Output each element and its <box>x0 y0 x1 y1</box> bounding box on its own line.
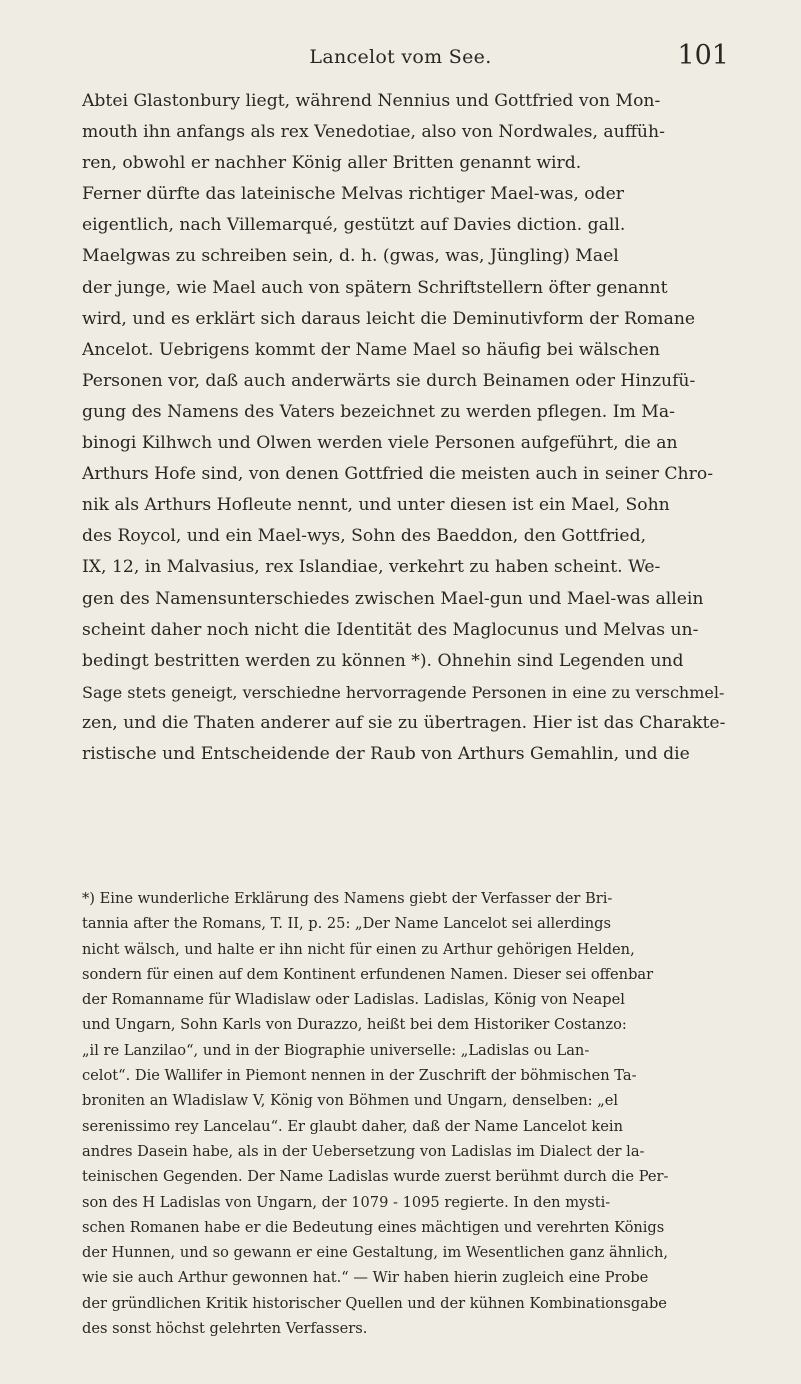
text-line: gung des Namens des Vaters bezeichnet zu werden pflegen. Im Ma- <box>82 401 675 422</box>
text-line: ristische und Entscheidende der Raub von Arthurs Gemahlin, und die <box>82 743 690 764</box>
footnote-line: der gründlichen Kritik historischer Quellen und der kühnen Kombinationsgabe <box>82 1294 667 1312</box>
text-line: gen des Namensunterschiedes zwischen Mael-gun und Mael-was allein <box>82 588 704 609</box>
text-line: eigentlich, nach Villemarqué, gestützt auf Davies diction. gall. <box>82 215 626 236</box>
running-title: Lancelot vom See. <box>309 46 492 68</box>
footnote-line: sondern für einen auf dem Kontinent erfundenen Namen. Dieser sei offenbar <box>82 965 654 983</box>
text-line: Abtei Glastonbury liegt, während Nennius und Gottfried von Mon- <box>82 91 661 111</box>
footnote-line: „il re Lanzilao“, und in der Biographie universelle: „Ladislas ou Lan- <box>82 1041 590 1059</box>
text-line: Maelgwas zu schreiben sein, d. h. (gwas, was, Jüngling) Mael <box>82 246 619 267</box>
footnote-line: wie sie auch Arthur gewonnen hat.“ — Wir haben hierin zugleich eine Probe <box>82 1269 649 1287</box>
footnote-line: *) Eine wunderliche Erklärung des Namens giebt der Verfasser der Bri- <box>82 890 613 907</box>
footnote-line: tannia after the Romans, T. II, p. 25: „Der Name Lancelot sei allerdings <box>82 915 612 933</box>
text-line: nik als Arthurs Hofleute nennt, und unter diesen ist ein Mael, Sohn <box>82 495 670 516</box>
text-line: Ferner dürfte das lateinische Melvas richtiger Mael-was, oder <box>82 184 624 205</box>
text-line: wird, und es erklärt sich daraus leicht die Deminutivform der Romane <box>82 308 696 329</box>
text-line: der junge, wie Mael auch von spätern Schriftstellern öfter genannt <box>82 277 668 298</box>
footnote-line: serenissimo rey Lancelau“. Er glaubt daher, daß der Name Lancelot kein <box>82 1117 623 1135</box>
text-line: mouth ihn anfangs als rex Venedotiae, also von Nordwales, auffüh- <box>82 122 665 143</box>
page-number: 101 <box>677 40 729 71</box>
footnote <box>82 886 726 1341</box>
text-line: binogi Kilhwch und Olwen werden viele Personen aufgeführt, die an <box>82 433 678 454</box>
text-line: des Roycol, und ein Mael-wys, Sohn des Baeddon, den Gottfried, <box>82 526 647 547</box>
page-header <box>0 40 801 80</box>
text-line: IX, 12, in Malvasius, rex Islandiae, verkehrt zu haben scheint. We- <box>82 557 661 578</box>
footnote-line: teinischen Gegenden. Der Name Ladislas wurde zuerst berühmt durch die Per- <box>82 1168 669 1186</box>
footnote-line: son des H Ladislas von Ungarn, der 1079 - 1095 regierte. In den mysti- <box>82 1193 611 1211</box>
footnote-line: nicht wälsch, und halte er ihn nicht für einen zu Arthur gehörigen Helden, <box>82 940 635 958</box>
text-line: Ancelot. Uebrigens kommt der Name Mael so häufig bei wälschen <box>82 339 660 360</box>
footnote-line: der Romanname für Wladislaw oder Ladislas. Ladislas, König von Neapel <box>82 991 625 1009</box>
text-line: Sage stets geneigt, verschiedne hervorragende Personen in eine zu verschmel- <box>82 682 725 702</box>
text-line: Arthurs Hofe sind, von denen Gottfried die meisten auch in seiner Chro- <box>82 464 714 485</box>
footnote-line: celot“. Die Wallifer in Piemont nennen in der Zuschrift der böhmischen Ta- <box>82 1067 637 1085</box>
text-line: zen, und die Thaten anderer auf sie zu übertragen. Hier ist das Charakte- <box>82 712 726 733</box>
text-line: scheint daher noch nicht die Identität des Maglocunus und Melvas un- <box>82 619 699 640</box>
main-text <box>82 86 726 770</box>
text-line: Personen vor, daß auch anderwärts sie durch Beinamen oder Hinzufü- <box>82 370 696 391</box>
footnote-line: schen Romanen habe er die Bedeutung eines mächtigen und verehrten Königs <box>82 1218 665 1236</box>
text-line: ren, obwohl er nachher König aller Britten genannt wird. <box>82 153 582 174</box>
footnote-line: der Hunnen, und so gewann er eine Gestaltung, im Wesentlichen ganz ähnlich, <box>82 1244 669 1262</box>
footnote-line: des sonst höchst gelehrten Verfassers. <box>82 1320 368 1338</box>
footnote-line: andres Dasein habe, als in der Uebersetzung von Ladislas im Dialect der la- <box>82 1142 645 1160</box>
footnote-line: broniten an Wladislaw V, König von Böhmen und Ungarn, denselben: „el <box>82 1092 619 1110</box>
text-line: bedingt bestritten werden zu können *). Ohnehin sind Legenden und <box>82 650 684 671</box>
footnote-line: und Ungarn, Sohn Karls von Durazzo, heißt bei dem Historiker Costanzo: <box>82 1016 627 1034</box>
